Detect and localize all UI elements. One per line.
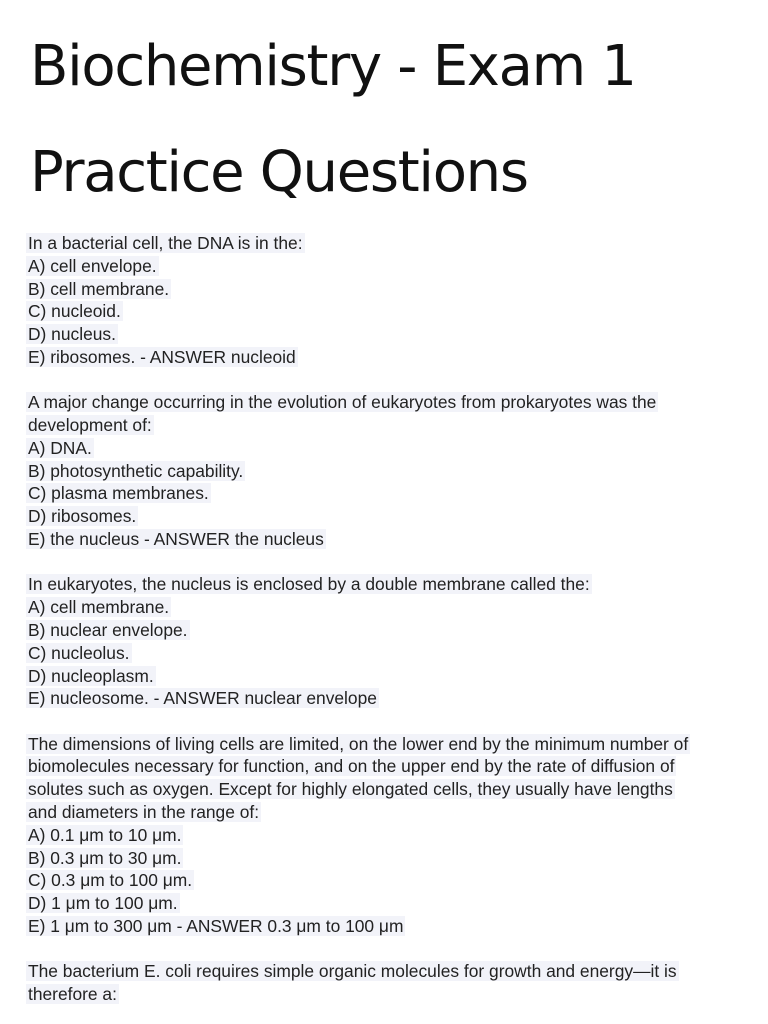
answer-option: B) cell membrane. [28,278,170,299]
answer-option: C) 0.3 μm to 100 μm. [28,870,193,891]
answer-option-with-answer: E) the nucleus - ANSWER the nucleus [28,529,324,550]
question-line: In a bacterial cell, the DNA is in the: [28,233,303,253]
question-line: A major change occurring in the evolution of eukaryotes from prokaryotes was the [28,392,657,413]
question-line: solutes such as oxygen. Except for highly elongated cells, they usually have lengths [28,779,673,800]
document-title [30,14,750,226]
answer-option: A) cell membrane. [28,597,170,618]
answer-option: B) 0.3 μm to 30 μm. [28,847,182,868]
question-line: and diameters in the range of: [28,802,260,823]
answer-option-with-answer: E) ribosomes. - ANSWER nucleoid [28,346,296,367]
question-block [26,232,751,369]
answer-option: A) cell envelope. [28,255,157,276]
answer-option: B) nuclear envelope. [28,619,188,640]
answer-option: D) ribosomes. [28,506,137,527]
answer-option-with-answer: E) 1 μm to 300 μm - ANSWER 0.3 μm to 100 μm [28,916,404,937]
question-list [26,232,751,1024]
question-line: development of: [28,415,152,436]
question-line: The bacterium E. coli requires simple organic molecules for growth and energy—it is [28,961,677,982]
answer-option: C) nucleolus. [28,642,130,663]
document-title-line: Biochemistry - Exam 1 [30,34,636,99]
question-line: The dimensions of living cells are limited, on the lower end by the minimum number of [28,733,689,754]
answer-option: C) nucleoid. [28,301,121,322]
answer-option: D) 1 μm to 100 μm. [28,893,178,914]
question-line: biomolecules necessary for function, and on the upper end by the rate of diffusion of [28,756,675,777]
answer-option: A) 0.1 μm to 10 μm. [28,824,182,845]
question-block [26,573,751,710]
answer-option: D) nucleoplasm. [28,665,154,686]
question-block [26,733,751,938]
document-title-line: Practice Questions [30,140,528,205]
answer-option: D) nucleus. [28,324,116,345]
answer-option-with-answer: E) nucleosome. - ANSWER nuclear envelope [28,688,377,709]
answer-option: C) plasma membranes. [28,483,209,504]
answer-option: A) DNA. [28,437,92,458]
question-block [26,391,751,551]
question-block [26,960,751,1006]
answer-option: B) photosynthetic capability. [28,460,244,481]
question-line: therefore a: [28,984,117,1005]
question-line: In eukaryotes, the nucleus is enclosed by a double membrane called the: [28,574,590,595]
